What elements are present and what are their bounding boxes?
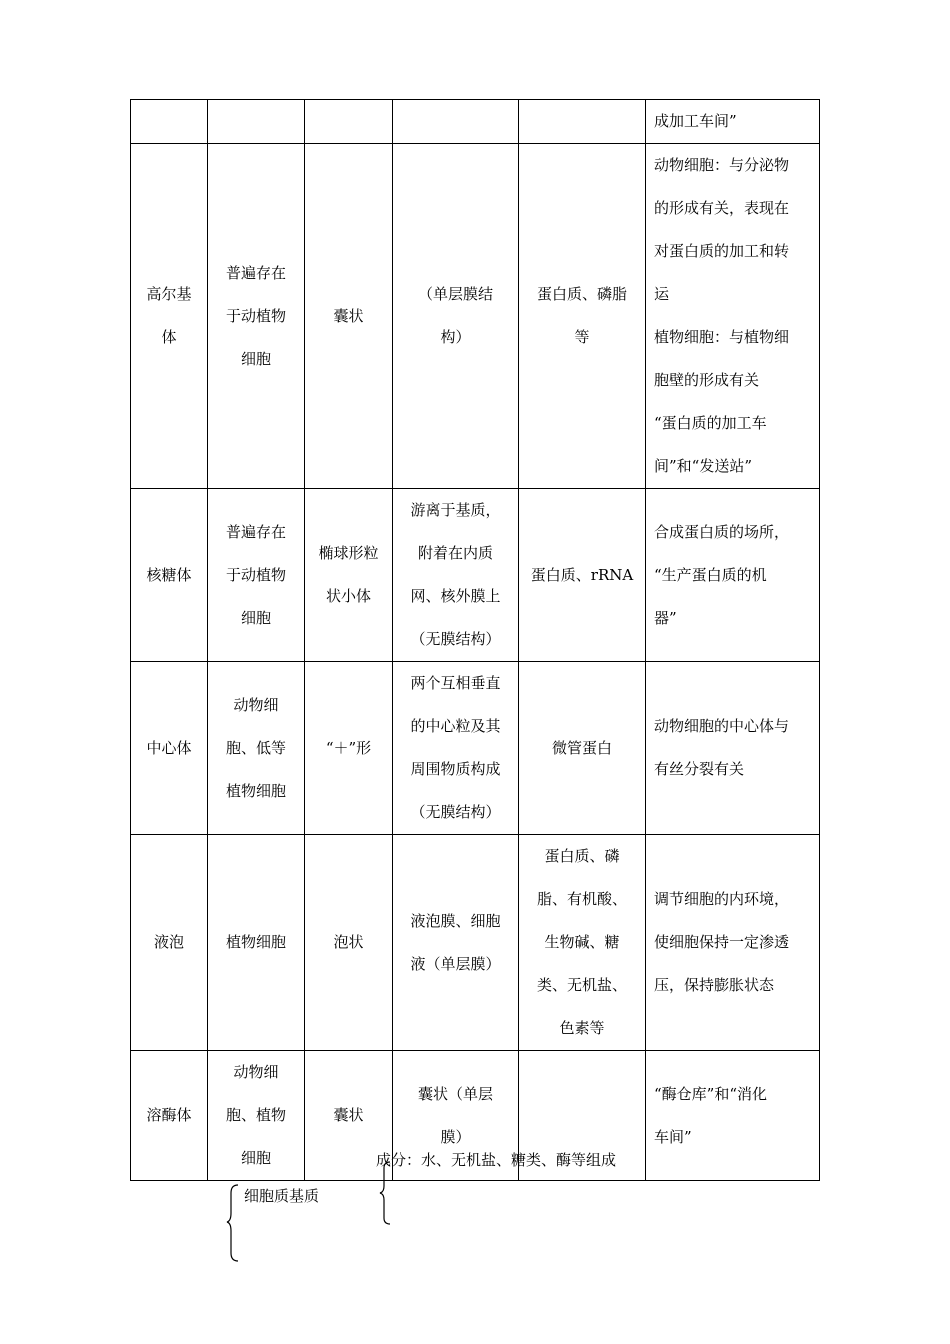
cell-text-line: 液泡膜、细胞 bbox=[410, 911, 501, 930]
organelle-name-cell bbox=[131, 489, 208, 662]
cell-text-line: 蛋白质、磷 bbox=[544, 847, 620, 865]
cytoplasm-matrix-label: 细胞质基质 bbox=[244, 1187, 320, 1205]
cell-text-line: 色素等 bbox=[559, 1019, 605, 1037]
cell-text-line: 的形成有关，表现在 bbox=[654, 199, 790, 217]
organelle-table bbox=[130, 99, 820, 1181]
cell-text-line: 器” bbox=[654, 608, 677, 627]
cell-text-line: 类、无机盐、 bbox=[536, 976, 627, 994]
cell-text-line: “生产蛋白质的机 bbox=[654, 565, 767, 584]
composition-cell bbox=[519, 144, 646, 489]
cell-text-line: “蛋白质的加工车 bbox=[654, 414, 767, 432]
function-cell bbox=[646, 489, 820, 662]
cell-text-line: “酶仓库”和“消化 bbox=[654, 1084, 768, 1103]
distribution-cell bbox=[208, 144, 305, 489]
cell-text-line: 普遍存在 bbox=[225, 522, 286, 541]
cell-text-line: 细胞 bbox=[240, 349, 271, 368]
cell-text-line: 的中心粒及其 bbox=[410, 717, 501, 735]
left-brace-icon bbox=[226, 1183, 242, 1263]
function-cell bbox=[646, 100, 820, 144]
function-cell bbox=[646, 1051, 820, 1181]
table-row bbox=[131, 662, 820, 835]
structure-cell bbox=[393, 835, 519, 1051]
cell-text-line: 高尔基 bbox=[146, 285, 192, 303]
cell-text-line: 普遍存在 bbox=[225, 263, 286, 282]
structure-cell bbox=[393, 144, 519, 489]
cell-text-line: 液泡 bbox=[153, 933, 184, 951]
composition-cell bbox=[519, 662, 646, 835]
cell-text-line: 车间” bbox=[654, 1127, 692, 1146]
cell-text-line: 网、核外膜上 bbox=[410, 587, 501, 605]
cell-text-line: （无膜结构） bbox=[410, 803, 501, 821]
function-cell bbox=[646, 662, 820, 835]
cell-text-line: 椭球形粒 bbox=[318, 544, 379, 562]
cell-text-line: 囊状 bbox=[333, 1106, 364, 1124]
cell-text-line: 植物细胞 bbox=[225, 933, 286, 951]
cell-text-line: 动物细 bbox=[233, 1063, 279, 1081]
cell-text-line: 膜） bbox=[440, 1127, 471, 1146]
cell-text-line: 等 bbox=[574, 328, 590, 346]
cell-text-line: 有丝分裂有关 bbox=[654, 760, 745, 778]
cell-text-line: 对蛋白质的加工和转 bbox=[654, 242, 790, 260]
cell-text-line: 泡状 bbox=[333, 933, 364, 951]
composition-cell bbox=[519, 100, 646, 144]
cell-text-line: 构） bbox=[440, 328, 471, 346]
composition-cell bbox=[519, 835, 646, 1051]
cell-text-line: 间”和“发送站” bbox=[654, 457, 753, 475]
cell-text-line: 使细胞保持一定渗透 bbox=[654, 933, 790, 951]
shape-cell bbox=[305, 662, 393, 835]
cell-text-line: 植物细胞：与植物细 bbox=[654, 328, 790, 346]
function-cell bbox=[646, 835, 820, 1051]
cell-text-line: 体 bbox=[161, 328, 177, 346]
cell-text-line: 周围物质构成 bbox=[410, 760, 501, 778]
cell-text-line: 调节细胞的内环境， bbox=[654, 890, 790, 908]
cell-text-line: 胞壁的形成有关 bbox=[654, 371, 760, 389]
cell-text-line: 溶酶体 bbox=[146, 1106, 192, 1124]
table-row bbox=[131, 489, 820, 662]
cell-text-line: 蛋白质、磷脂 bbox=[536, 285, 627, 303]
table-row bbox=[131, 835, 820, 1051]
cell-text-line: 脂、有机酸、 bbox=[536, 890, 627, 908]
distribution-cell bbox=[208, 1051, 305, 1181]
cell-text-line: 液（单层膜） bbox=[410, 954, 501, 973]
cell-text-line: 动物细胞：与分泌物 bbox=[654, 156, 790, 174]
structure-cell bbox=[393, 100, 519, 144]
composition-cell bbox=[519, 489, 646, 662]
cell-text-line: 成加工车间” bbox=[654, 112, 737, 130]
cell-text-line: 细胞 bbox=[240, 608, 271, 627]
cell-text-line: 细胞 bbox=[240, 1149, 271, 1167]
cell-text-line: 核糖体 bbox=[146, 565, 192, 584]
distribution-cell bbox=[208, 489, 305, 662]
cell-text-line: 状小体 bbox=[325, 587, 371, 605]
cell-text-line: 生物碱、糖 bbox=[544, 933, 620, 951]
organelle-name-cell bbox=[131, 144, 208, 489]
cell-text-line: 两个互相垂直 bbox=[410, 674, 501, 692]
distribution-cell bbox=[208, 100, 305, 144]
cell-text-line: 动物细 bbox=[233, 695, 279, 714]
shape-cell bbox=[305, 489, 393, 662]
shape-cell bbox=[305, 835, 393, 1051]
distribution-cell bbox=[208, 662, 305, 835]
table-row bbox=[131, 100, 820, 144]
cell-text-line: 于动植物 bbox=[225, 565, 286, 584]
cell-text-line: 胞、植物 bbox=[225, 1106, 286, 1124]
shape-cell bbox=[305, 144, 393, 489]
cell-text-line: 植物细胞 bbox=[225, 781, 286, 800]
organelle-name-cell bbox=[131, 662, 208, 835]
cell-text-line: （单层膜结 bbox=[417, 285, 493, 303]
cell-text-line: 囊状（单层 bbox=[417, 1084, 493, 1103]
right-brace-icon bbox=[379, 1160, 393, 1226]
cell-text-line: 中心体 bbox=[146, 738, 192, 757]
organelle-name-cell bbox=[131, 1051, 208, 1181]
structure-cell bbox=[393, 662, 519, 835]
cell-text-line: 运 bbox=[654, 285, 670, 303]
shape-cell bbox=[305, 100, 393, 144]
cell-text-line: （无膜结构） bbox=[410, 630, 501, 648]
cell-text-line: 蛋白质、rRNA bbox=[530, 565, 634, 584]
cell-text-line: 微管蛋白 bbox=[551, 738, 612, 757]
distribution-cell bbox=[208, 835, 305, 1051]
cell-text-line: “＋”形 bbox=[325, 738, 372, 757]
cell-text-line: 压，保持膨胀状态 bbox=[654, 976, 775, 994]
matrix-components-text: 成分：水、无机盐、糖类、酶等组成 bbox=[376, 1151, 617, 1169]
cell-text-line: 囊状 bbox=[333, 306, 364, 325]
cell-text-line: 附着在内质 bbox=[417, 544, 493, 562]
cell-text-line: 于动植物 bbox=[225, 306, 286, 325]
cell-text-line: 游离于基质， bbox=[410, 501, 501, 519]
cell-text-line: 合成蛋白质的场所， bbox=[654, 522, 790, 541]
table-row bbox=[131, 144, 820, 489]
function-cell bbox=[646, 144, 820, 489]
structure-cell bbox=[393, 489, 519, 662]
organelle-name-cell bbox=[131, 100, 208, 144]
organelle-name-cell bbox=[131, 835, 208, 1051]
cell-text-line: 动物细胞的中心体与 bbox=[654, 717, 790, 735]
cell-text-line: 胞、低等 bbox=[225, 738, 286, 757]
